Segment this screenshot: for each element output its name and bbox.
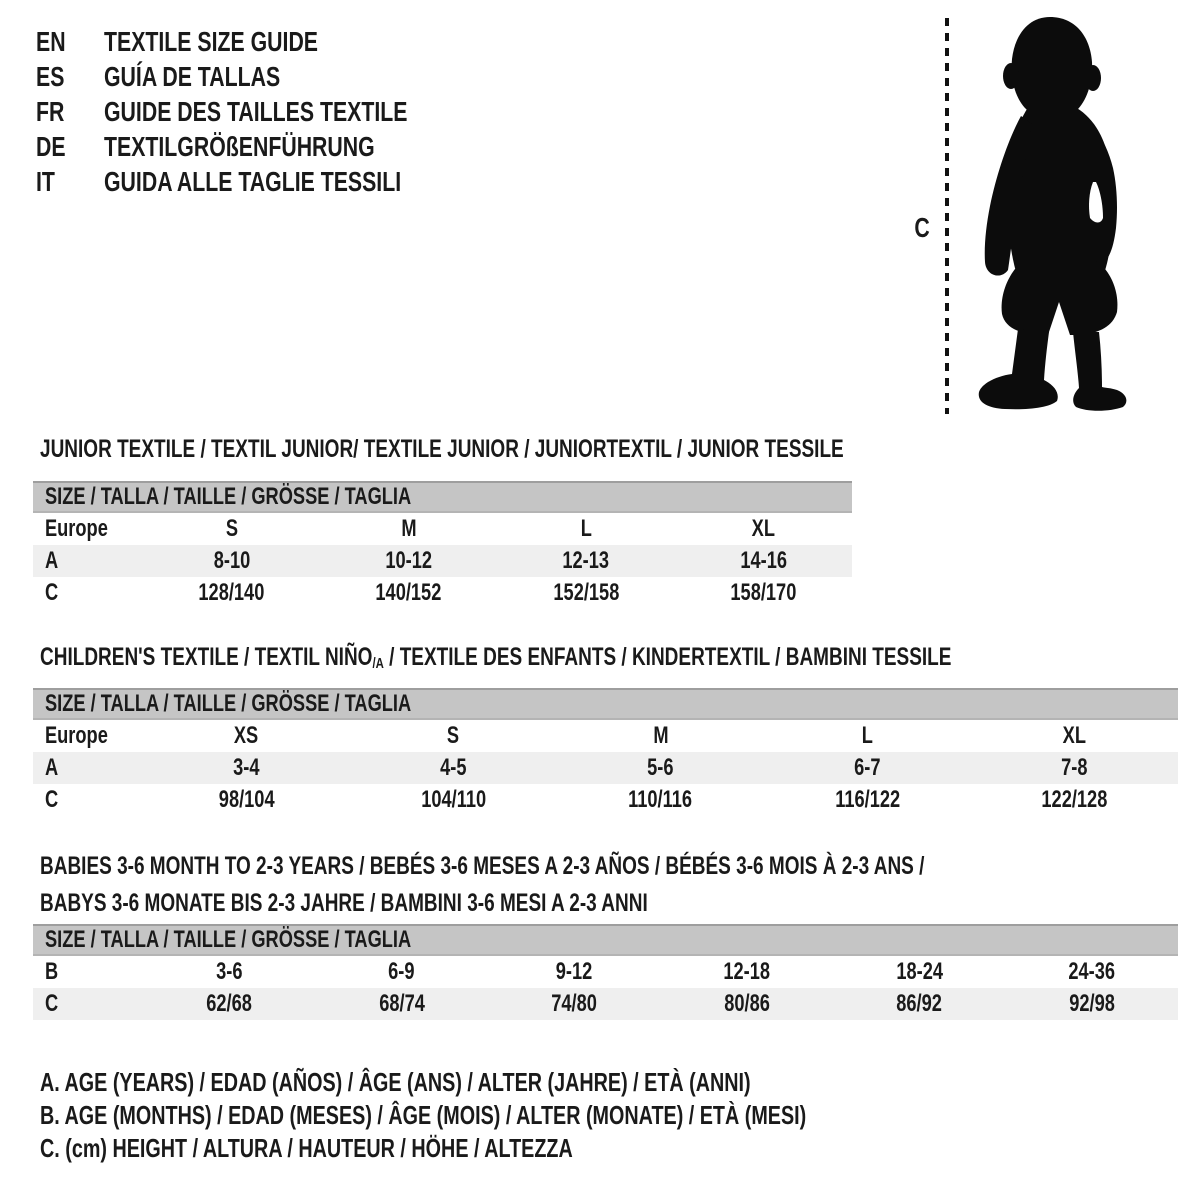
- size-cell: XS: [234, 722, 259, 749]
- language-code: IT: [36, 165, 55, 197]
- row-label-cell: Europe: [45, 722, 108, 749]
- height-cell: 116/122: [835, 786, 900, 813]
- height-cell: 152/158: [553, 579, 620, 606]
- row-label-cell: A: [45, 547, 59, 574]
- babies-row-age-months: [33, 956, 1178, 988]
- children-section-title: [40, 642, 1200, 679]
- age-cell: 18-24: [895, 958, 943, 985]
- junior-row-age: [33, 545, 852, 577]
- children-row-age: [33, 752, 1178, 784]
- language-row-de: [36, 129, 503, 164]
- junior-section-title: JUNIOR TEXTILE / TEXTIL JUNIOR/ TEXTILE JUNIOR / JUNIORTEXTIL / JUNIOR TESSILE: [40, 435, 844, 463]
- row-label-cell: C: [45, 579, 59, 606]
- babies-section-title: [40, 848, 1200, 922]
- height-cell: 86/92: [896, 990, 943, 1017]
- age-cell: 10-12: [385, 547, 433, 574]
- height-cell: 98/104: [218, 786, 275, 813]
- babies-size-table: [33, 924, 1178, 1020]
- height-cell: 128/140: [198, 579, 265, 606]
- row-label-cell: A: [45, 754, 59, 781]
- age-cell: 24-36: [1068, 958, 1116, 985]
- size-cell: S: [447, 722, 460, 749]
- age-cell: 12-13: [562, 547, 610, 574]
- size-header-bar: [33, 481, 852, 513]
- height-measure-dashed-line: [942, 16, 952, 416]
- height-cell: 140/152: [375, 579, 442, 606]
- children-row-europe: [33, 720, 1178, 752]
- junior-size-table: [33, 481, 852, 609]
- height-cell: 62/68: [206, 990, 253, 1017]
- measurement-legend: [40, 1066, 1048, 1165]
- size-cell: XL: [1062, 722, 1087, 749]
- babies-title-line1: BABIES 3-6 MONTH TO 2-3 YEARS / BEBÉS 3-6 MESES A 2-3 AÑOS / BÉBÉS 3-6 MOIS À 2-3 ANS /: [40, 852, 925, 880]
- age-cell: 8-10: [213, 547, 250, 574]
- age-cell: 3-6: [216, 958, 243, 985]
- language-code: DE: [36, 130, 66, 162]
- row-label-cell: C: [45, 786, 59, 813]
- language-title-list: [36, 24, 503, 199]
- language-row-es: [36, 59, 503, 94]
- guide-title-fr: GUIDE DES TAILLES TEXTILE: [104, 95, 408, 127]
- age-cell: 5-6: [647, 754, 674, 781]
- height-cell: 122/128: [1041, 786, 1108, 813]
- language-code: FR: [36, 95, 65, 127]
- language-code: ES: [36, 60, 65, 92]
- legend-line-c: C. (cm) HEIGHT / ALTURA / HAUTEUR / HÖHE / ALTEZZA: [40, 1133, 573, 1163]
- children-size-table: [33, 688, 1178, 816]
- height-cell: 158/170: [730, 579, 797, 606]
- babies-row-height: [33, 988, 1178, 1020]
- height-measure-label: C: [914, 212, 930, 243]
- age-cell: 7-8: [1061, 754, 1088, 781]
- children-title-pre: CHILDREN'S TEXTILE / TEXTIL NIÑO: [40, 643, 373, 671]
- age-cell: 9-12: [555, 958, 593, 985]
- size-cell: L: [580, 515, 592, 542]
- size-header-bar: [33, 924, 1178, 956]
- children-title-sub: /A: [372, 655, 384, 672]
- guide-title-en: TEXTILE SIZE GUIDE: [104, 25, 319, 57]
- age-cell: 4-5: [440, 754, 467, 781]
- row-label-cell: C: [45, 990, 59, 1017]
- junior-row-europe: [33, 513, 852, 545]
- age-cell: 14-16: [740, 547, 787, 574]
- language-code: EN: [36, 25, 66, 57]
- size-cell: M: [652, 722, 669, 749]
- children-title-post: / TEXTILE DES ENFANTS / KINDERTEXTIL / BAMBINI TESSILE: [383, 643, 952, 671]
- guide-title-es: GUÍA DE TALLAS: [104, 60, 281, 92]
- age-cell: 6-7: [854, 754, 881, 781]
- size-cell: M: [401, 515, 417, 542]
- legend-line-b: B. AGE (MONTHS) / EDAD (MESES) / ÂGE (MOIS) / ALTER (MONATE) / ETÀ (MESI): [40, 1100, 807, 1130]
- children-row-height: [33, 784, 1178, 816]
- age-cell: 6-9: [388, 958, 415, 985]
- legend-line-a: A. AGE (YEARS) / EDAD (AÑOS) / ÂGE (ANS) / ALTER (JAHRE) / ETÀ (ANNI): [40, 1067, 751, 1097]
- size-header-label: SIZE / TALLA / TAILLE / GRÖSSE / TAGLIA: [45, 483, 412, 510]
- height-cell: 92/98: [1068, 990, 1115, 1017]
- size-cell: L: [861, 722, 874, 749]
- height-cell: 80/86: [723, 990, 770, 1017]
- size-header-label: SIZE / TALLA / TAILLE / GRÖSSE / TAGLIA: [45, 690, 412, 717]
- guide-title-de: TEXTILGRÖßENFÜHRUNG: [104, 130, 375, 162]
- size-header-label: SIZE / TALLA / TAILLE / GRÖSSE / TAGLIA: [45, 926, 412, 953]
- guide-title-it: GUIDA ALLE TAGLIE TESSILI: [104, 165, 402, 197]
- age-cell: 12-18: [723, 958, 771, 985]
- babies-title-line2: BABYS 3-6 MONATE BIS 2-3 JAHRE / BAMBINI 3-6 MESI A 2-3 ANNI: [40, 889, 648, 917]
- row-label-cell: Europe: [45, 515, 108, 542]
- junior-row-height: [33, 577, 852, 609]
- size-cell: XL: [751, 515, 776, 542]
- language-row-en: [36, 24, 503, 59]
- height-cell: 110/116: [628, 786, 693, 813]
- baby-silhouette: [965, 14, 1135, 414]
- height-cell: 104/110: [421, 786, 486, 813]
- size-header-bar: [33, 688, 1178, 720]
- language-row-fr: [36, 94, 503, 129]
- height-cell: 74/80: [551, 990, 598, 1017]
- language-row-it: [36, 164, 503, 199]
- size-cell: S: [225, 515, 238, 542]
- height-cell: 68/74: [378, 990, 425, 1017]
- age-cell: 3-4: [233, 754, 260, 781]
- row-label-cell: B: [45, 958, 59, 985]
